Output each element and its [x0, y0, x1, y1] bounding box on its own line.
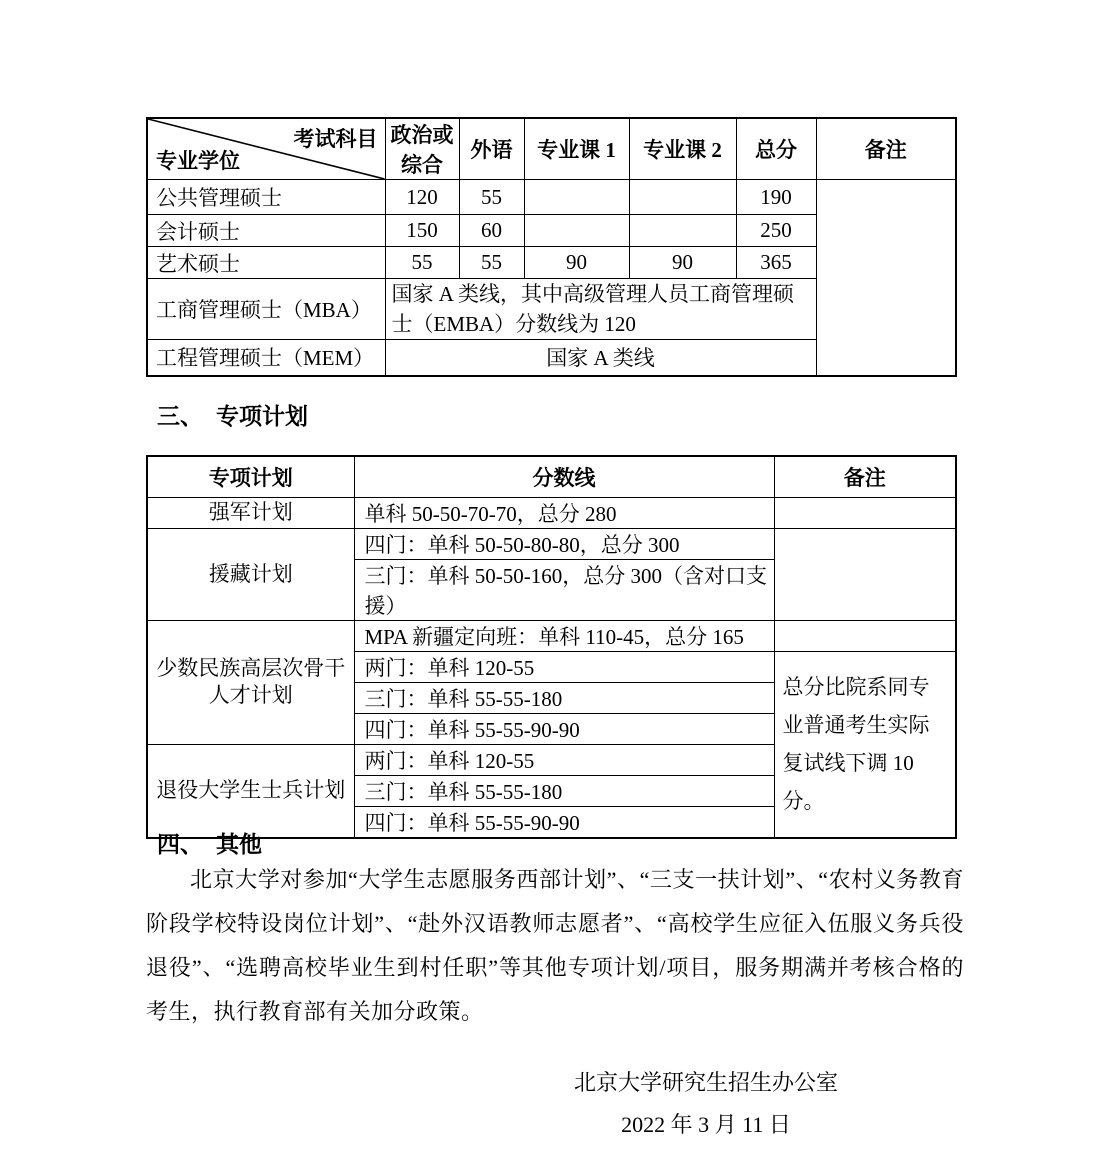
- cell: 190: [736, 180, 816, 215]
- signature-office: 北京大学研究生招生办公室: [573, 1070, 838, 1095]
- cell: 365: [736, 247, 816, 279]
- corner-label-degree-type: 专业学位: [156, 149, 240, 173]
- remark-cell: 总分比院系同专业普通考生实际复试线下调 10 分。: [774, 651, 956, 838]
- row-label: 公共管理硕士: [147, 180, 385, 215]
- cell: 55: [459, 247, 524, 279]
- section-heading-others: [157, 826, 262, 859]
- score-line: MPA 新疆定向班：单科 110-45，总分 165: [354, 620, 774, 651]
- corner-label-exam-subjects: 考试科目: [293, 127, 378, 151]
- cell: 120: [385, 180, 459, 215]
- remark-cell: [774, 528, 956, 620]
- column-header-total: 总分: [736, 118, 816, 180]
- table-row: [147, 620, 956, 651]
- row-label: 工程管理硕士（MEM）: [147, 340, 385, 376]
- signature-date: 2022 年 3 月 11 日: [621, 1112, 791, 1137]
- cell: 150: [385, 215, 459, 247]
- score-line: 四门：单科 50-50-80-80，总分 300: [354, 528, 774, 559]
- score-line: 三门：单科 50-50-160，总分 300（含对口支援）: [354, 559, 774, 620]
- table-header-row: [147, 118, 956, 180]
- section-number: 四、: [157, 832, 203, 857]
- professional-degree-score-table: [146, 117, 957, 377]
- cell: 90: [524, 247, 629, 279]
- merged-score-cell: 国家 A 类线，其中高级管理人员工商管理硕士（EMBA）分数线为 120: [385, 279, 816, 340]
- cell: 55: [385, 247, 459, 279]
- score-line: 两门：单科 120-55: [354, 744, 774, 775]
- policy-paragraph: 北京大学对参加“大学生志愿服务西部计划”、“三支一扶计划”、“农村义务教育阶段学校特设岗位计划”、“赴外汉语教师志愿者”、“高校学生应征入伍服义务兵役退役”、“选聘高校毕业生到村任职”等其他专项计划/项目，服务期满并考核合格的考生，执行教育部有关加分政策。: [146, 867, 964, 1024]
- remark-cell: [774, 497, 956, 528]
- plan-name: 退役大学生士兵计划: [147, 744, 354, 838]
- cell: 250: [736, 215, 816, 247]
- signature-block: [450, 1062, 962, 1146]
- column-header-politics: 政治或综合: [385, 118, 459, 180]
- cell: 90: [629, 247, 736, 279]
- score-line: 单科 50-50-70-70，总分 280: [354, 497, 774, 528]
- row-label: 艺术硕士: [147, 247, 385, 279]
- cell: 55: [459, 180, 524, 215]
- column-header-foreign-language: 外语: [459, 118, 524, 180]
- plan-name: 强军计划: [147, 497, 354, 528]
- cell: [524, 180, 629, 215]
- section-title: 其他: [216, 832, 262, 857]
- column-header-remark: 备注: [774, 456, 956, 497]
- cell: [629, 180, 736, 215]
- column-header-plan: 专项计划: [147, 456, 354, 497]
- score-line: 三门：单科 55-55-180: [354, 682, 774, 713]
- score-line: 三门：单科 55-55-180: [354, 775, 774, 806]
- score-line: 两门：单科 120-55: [354, 651, 774, 682]
- plan-name: 援藏计划: [147, 528, 354, 620]
- section-title: 专项计划: [216, 404, 308, 429]
- row-label: 会计硕士: [147, 215, 385, 247]
- cell: 60: [459, 215, 524, 247]
- merged-score-cell: 国家 A 类线: [385, 340, 816, 376]
- cell: [629, 215, 736, 247]
- column-header-major-course-1: 专业课 1: [524, 118, 629, 180]
- remark-cell: [774, 620, 956, 651]
- special-plans-table: [146, 455, 957, 839]
- plan-name: 少数民族高层次骨干人才计划: [147, 620, 354, 744]
- column-header-remark: 备注: [816, 118, 956, 180]
- section-heading-special-plans: [157, 398, 308, 431]
- section-number: 三、: [157, 404, 203, 429]
- score-line: 四门：单科 55-55-90-90: [354, 713, 774, 744]
- table-header-row: [147, 456, 956, 497]
- corner-header-cell: [147, 118, 385, 180]
- column-header-score-line: 分数线: [354, 456, 774, 497]
- row-label: 工商管理硕士（MBA）: [147, 279, 385, 340]
- score-line: 四门：单科 55-55-90-90: [354, 806, 774, 838]
- table-row: [147, 180, 956, 215]
- table-row: [147, 497, 956, 528]
- table-row: [147, 528, 956, 559]
- cell: [524, 215, 629, 247]
- column-header-major-course-2: 专业课 2: [629, 118, 736, 180]
- remark-cell: [816, 180, 956, 376]
